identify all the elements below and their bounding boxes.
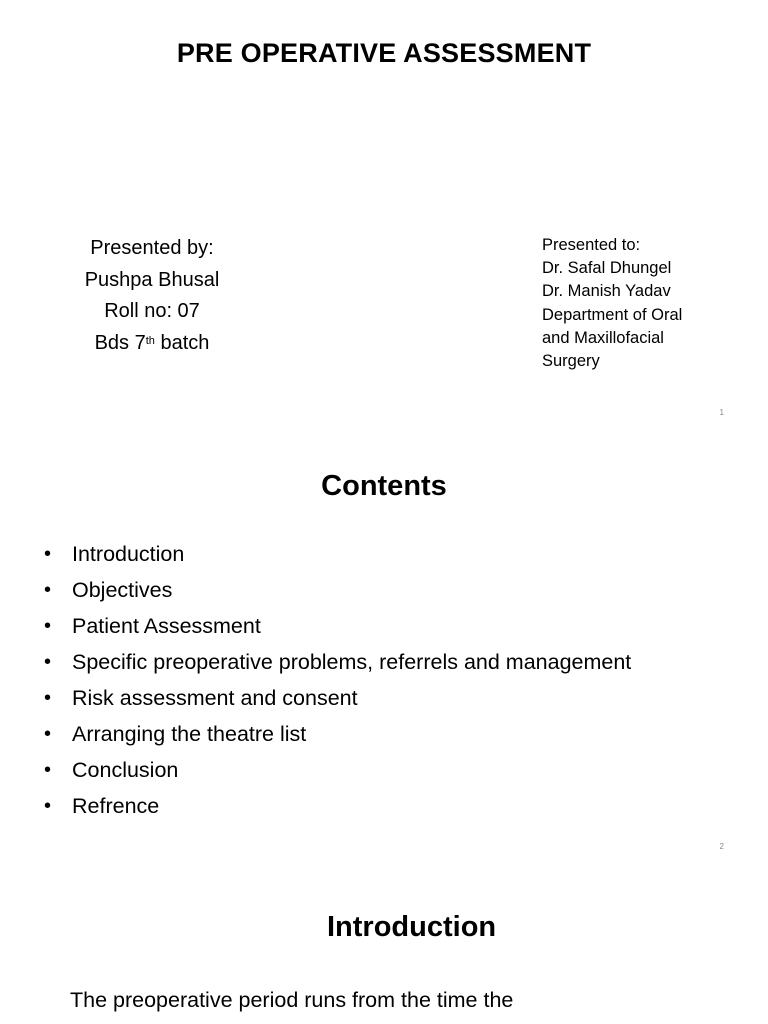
list-item bbox=[44, 608, 631, 644]
list-item-label: Risk assessment and consent bbox=[72, 686, 358, 710]
presenter-name: Pushpa Bhusal bbox=[84, 268, 220, 291]
list-item bbox=[44, 572, 631, 608]
presenter-batch bbox=[52, 328, 252, 360]
presenter-heading: Presented by: bbox=[90, 237, 214, 259]
list-item-label: Introduction bbox=[72, 542, 185, 566]
intro-paragraph: The preoperative period runs from the time the bbox=[70, 988, 514, 1012]
slide-title: Introduction bbox=[327, 911, 497, 943]
bullet: • bbox=[44, 759, 52, 781]
presented-to-line: and Maxillofacial bbox=[542, 328, 664, 347]
list-item-label: Objectives bbox=[72, 578, 173, 602]
slide-3 bbox=[0, 864, 768, 1024]
slide-title: Contents bbox=[321, 470, 447, 502]
presenter-block bbox=[52, 233, 252, 359]
list-item bbox=[44, 536, 631, 572]
presented-to-line: Department of Oral bbox=[542, 305, 683, 324]
list-item-label: Arranging the theatre list bbox=[72, 722, 307, 746]
list-item bbox=[44, 788, 631, 824]
slide-1 bbox=[0, 0, 768, 432]
presented-to-heading: Presented to: bbox=[542, 236, 641, 254]
bullet: • bbox=[44, 651, 52, 673]
list-item-label: Patient Assessment bbox=[72, 614, 261, 638]
batch-suffix: batch bbox=[154, 331, 210, 354]
slide-title: PRE OPERATIVE ASSESSMENT bbox=[176, 38, 592, 68]
presented-to-line: Dr. Safal Dhungel bbox=[542, 259, 672, 278]
presenter-roll: Roll no: 07 bbox=[104, 300, 200, 322]
list-item bbox=[44, 752, 631, 788]
presented-to-block bbox=[542, 234, 732, 373]
bullet: • bbox=[44, 687, 52, 709]
bullet: • bbox=[44, 795, 52, 817]
batch-superscript: th bbox=[145, 334, 155, 347]
list-item-label: Refrence bbox=[72, 794, 160, 818]
page-number: 2 bbox=[719, 842, 724, 851]
presented-to-line: Surgery bbox=[542, 352, 600, 371]
list-item bbox=[44, 716, 631, 752]
list-item-label: Specific preoperative problems, referrels and management bbox=[72, 650, 632, 674]
bullet: • bbox=[44, 723, 52, 745]
contents-list bbox=[44, 536, 631, 824]
page-number: 1 bbox=[719, 408, 724, 417]
list-item bbox=[44, 644, 631, 680]
bullet: • bbox=[44, 615, 52, 637]
bullet: • bbox=[44, 579, 52, 601]
bullet: • bbox=[44, 543, 52, 565]
presented-to-line: Dr. Manish Yadav bbox=[542, 282, 671, 301]
list-item bbox=[44, 680, 631, 716]
list-item-label: Conclusion bbox=[72, 758, 179, 782]
slide-2 bbox=[0, 432, 768, 864]
batch-prefix: Bds 7 bbox=[94, 331, 146, 354]
